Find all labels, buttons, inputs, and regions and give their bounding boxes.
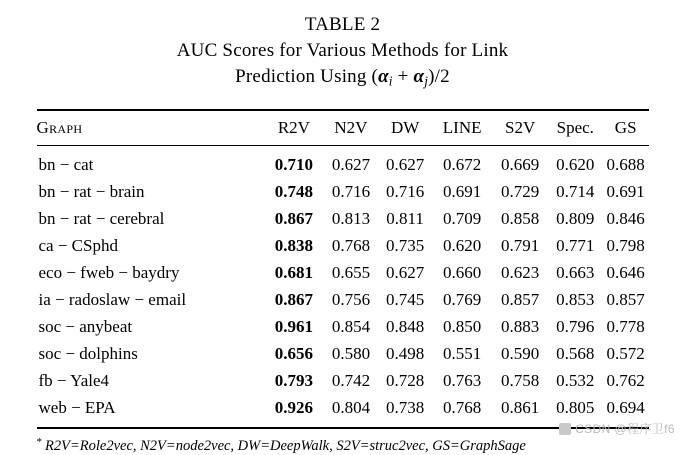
auc-scores-table [37,109,649,429]
cell-s2v-value: 0.861 [501,397,540,417]
cell-r2v-value: 0.867 [274,289,314,309]
cell-r2v-value: 0.710 [274,154,314,174]
cell-line-value: 0.620 [443,235,482,255]
cell-s2v-value: 0.758 [501,370,540,390]
table-row [37,286,649,313]
cell-spec-value: 0.532 [556,370,595,390]
cell-dw-value: 0.745 [385,289,425,309]
cell-r2v-value: 0.748 [274,181,314,201]
cell-s2v-value: 0.883 [501,316,540,336]
table-row [37,146,649,179]
cell-dw-value: 0.627 [385,262,425,282]
column-header-line: LINE [442,117,482,137]
row-label-graph: ia − radoslaw − email [38,289,187,309]
cell-s2v-value: 0.623 [501,262,540,282]
cell-s2v-value: 0.858 [501,208,540,228]
cell-dw-value: 0.716 [385,181,425,201]
table-row [37,232,649,259]
caption-plus: + [392,66,414,87]
cell-dw-value: 0.738 [385,397,425,417]
column-header-s2v: S2V [505,117,536,137]
cell-s2v-value: 0.791 [501,235,540,255]
cell-r2v-value: 0.867 [274,208,314,228]
cell-n2v-value: 0.804 [331,397,371,417]
row-label-graph: ca − CSphd [38,235,118,255]
row-label-graph: bn − rat − cerebral [38,208,165,228]
cell-n2v-value: 0.854 [331,316,371,336]
cell-n2v-value: 0.768 [331,235,371,255]
watermark [559,420,675,437]
cell-s2v-value: 0.590 [501,343,540,363]
cell-n2v-value: 0.627 [331,154,371,174]
cell-line-value: 0.660 [443,262,482,282]
column-header-graph: Graph [36,117,83,137]
table-row [37,394,649,428]
cell-spec-value: 0.620 [556,154,595,174]
table-row [37,259,649,286]
column-header-spec: Spec. [556,117,594,137]
cell-r2v-value: 0.681 [274,262,314,282]
cell-dw-value: 0.498 [385,343,425,363]
table-body [37,146,649,428]
cell-dw-value: 0.627 [385,154,425,174]
caption-line-3 [28,64,657,95]
column-header-r2v: R2V [277,117,310,137]
cell-line-value: 0.850 [443,316,482,336]
cell-r2v-value: 0.961 [274,316,314,336]
cell-dw-value: 0.728 [385,370,425,390]
cell-spec-value: 0.853 [556,289,595,309]
cell-gs-value: 0.857 [606,289,645,309]
row-label-graph: fb − Yale4 [38,370,110,390]
cell-gs-value: 0.778 [606,316,645,336]
cell-s2v-value: 0.669 [501,154,540,174]
cell-gs-value: 0.798 [606,235,645,255]
row-label-graph: soc − anybeat [38,316,133,336]
cell-dw-value: 0.735 [385,235,425,255]
cell-s2v-value: 0.857 [501,289,540,309]
table-footnote [37,436,649,455]
cell-s2v-value: 0.729 [501,181,540,201]
cell-line-value: 0.709 [443,208,482,228]
row-label-graph: bn − cat [38,154,94,174]
table-row [37,178,649,205]
cell-n2v-value: 0.813 [331,208,371,228]
cell-spec-value: 0.663 [556,262,595,282]
alpha-i-subscript: i [388,73,393,89]
cell-dw-value: 0.811 [386,208,424,228]
cell-spec-value: 0.805 [556,397,595,417]
alpha-j-symbol: α [413,66,425,87]
alpha-i-symbol: α [378,66,389,87]
table-number: TABLE 2 [304,14,381,35]
csdn-logo-icon [559,423,571,435]
row-label-graph: web − EPA [38,397,116,417]
cell-n2v-value: 0.716 [331,181,371,201]
cell-line-value: 0.769 [443,289,482,309]
row-label-graph: soc − dolphins [38,343,138,363]
cell-r2v-value: 0.838 [274,235,314,255]
table-row [37,313,649,340]
table-header-row [37,111,649,146]
cell-line-value: 0.672 [443,154,482,174]
cell-line-value: 0.763 [443,370,482,390]
table-row [37,367,649,394]
cell-n2v-value: 0.580 [331,343,371,363]
cell-n2v-value: 0.655 [331,262,371,282]
cell-gs-value: 0.688 [606,154,645,174]
cell-r2v-value: 0.926 [274,397,314,417]
cell-dw-value: 0.848 [385,316,425,336]
cell-gs-value: 0.572 [606,343,645,363]
cell-gs-value: 0.691 [606,181,645,201]
cell-n2v-value: 0.756 [331,289,371,309]
watermark-text: CSDN @程序卫f6 [575,422,675,436]
footnote-text: R2V=Role2vec, N2V=node2vec, DW=DeepWalk, S2V=struc2vec, GS=GraphSage [45,437,526,454]
alpha-j-subscript: j [424,73,429,89]
cell-gs-value: 0.846 [606,208,645,228]
row-label-graph: bn − rat − brain [38,181,145,201]
cell-gs-value: 0.646 [606,262,645,282]
table-caption [28,12,657,95]
cell-spec-value: 0.809 [556,208,595,228]
caption-line-3-suffix: )/2 [428,66,450,87]
cell-spec-value: 0.714 [556,181,595,201]
column-header-gs: GS [614,117,637,137]
caption-line-2: AUC Scores for Various Methods for Link [176,40,509,61]
cell-spec-value: 0.771 [556,235,595,255]
cell-gs-value: 0.694 [606,397,645,417]
cell-spec-value: 0.796 [556,316,595,336]
caption-line-3-prefix: Prediction Using ( [235,66,379,87]
table-row [37,340,649,367]
cell-r2v-value: 0.793 [274,370,314,390]
cell-r2v-value: 0.656 [274,343,314,363]
cell-line-value: 0.551 [443,343,482,363]
column-header-dw: DW [390,117,420,137]
row-label-graph: eco − fweb − baydry [38,262,180,282]
cell-line-value: 0.768 [443,397,482,417]
cell-line-value: 0.691 [443,181,482,201]
table-row [37,205,649,232]
cell-n2v-value: 0.742 [331,370,371,390]
footnote-marker: * [36,435,42,448]
cell-gs-value: 0.762 [606,370,645,390]
column-header-n2v: N2V [334,117,368,137]
table-bottom-rule [37,428,649,429]
cell-spec-value: 0.568 [556,343,595,363]
